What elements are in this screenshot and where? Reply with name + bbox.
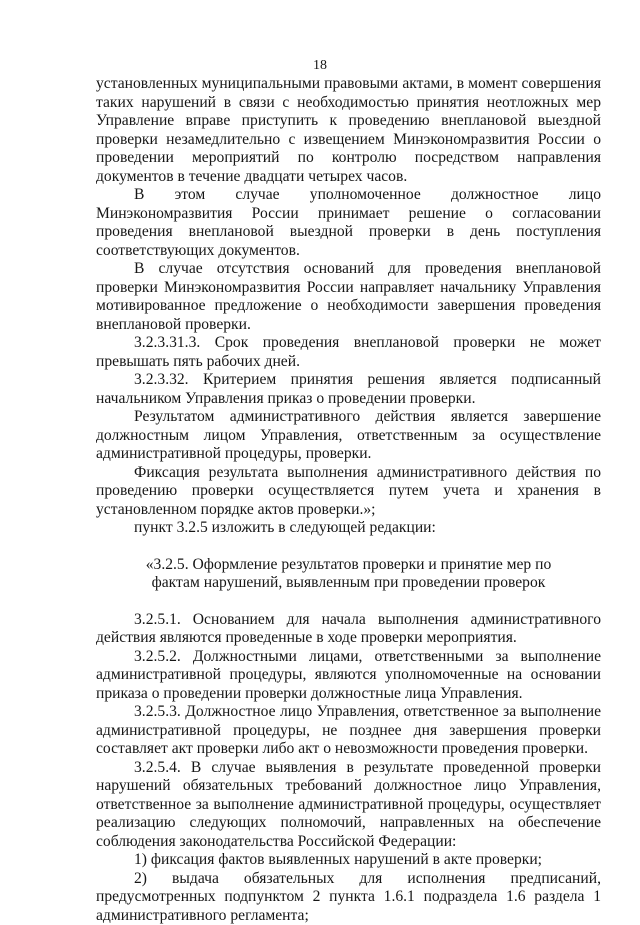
paragraph: 3.2.3.32. Критерием принятия решения является подписанный начальником Управления приказ о проведении проверки. [96, 371, 601, 408]
paragraph: Результатом административного действия является завершение должностным лицом Управления, ответственным за осуществление административной процедуры, проверки. [96, 408, 601, 464]
paragraph: В случае отсутствия оснований для проведения внеплановой проверки Минэкономразвития России направляет начальнику Управления мотивированное предложение о необходимости завершения проведения внеплановой проверки. [96, 260, 601, 334]
paragraph: пункт 3.2.5 изложить в следующей редакции: [96, 519, 601, 538]
paragraph: 3.2.5.2. Должностными лицами, ответственными за выполнение административной процедуры, являются уполномоченные на основании приказа о проведении проверки должностные лица Управления. [96, 648, 601, 704]
paragraph: В этом случае уполномоченное должностное лицо Минэкономразвития России принимает решение о согласовании проведения внеплановой выездной проверки в день поступления соответствующих документов. [96, 186, 601, 260]
document-body [96, 75, 601, 925]
paragraph: 3.2.5.1. Основанием для начала выполнения административного действия являются проведенные в ходе проверки мероприятия. [96, 611, 601, 648]
paragraph: 3.2.5.3. Должностное лицо Управления, ответственное за выполнение административной процедуры, не позднее дня завершения проверки составляет акт проверки либо акт о невозможности проведения проверки. [96, 703, 601, 759]
paragraph: Фиксация результата выполнения административного действия по проведению проверки осуществляется путем учета и хранения в установленном порядке актов проверки.»; [96, 464, 601, 520]
paragraph-continuation: установленных муниципальными правовыми актами, в момент совершения таких нарушений в связи с необходимостью принятия неотложных мер Управление вправе приступить к проведению внеплановой выездной проверки незамедлительно с извещением Минэкономразвития России о проведении мероприятий по контролю посредством направления документов в течение двадцати четырех часов. [96, 75, 601, 186]
paragraph: 3.2.5.4. В случае выявления в результате проведенной проверки нарушений обязательных требований должностное лицо Управления, ответственное за выполнение административной процедуры, осуществляет реализацию следующих полномочий, направленных на обеспечение соблюдения законодательства Российской Федерации: [96, 759, 601, 852]
paragraph: 3.2.3.31.3. Срок проведения внеплановой проверки не может превышать пять рабочих дней. [96, 334, 601, 371]
list-item: 1) фиксация фактов выявленных нарушений в акте проверки; [96, 851, 601, 870]
page-number: 18 [0, 58, 640, 74]
list-item: 2) выдача обязательных для исполнения предписаний, предусмотренных подпунктом 2 пункта 1.6.1 подраздела 1.6 раздела 1 административного регламента; [96, 870, 601, 925]
section-heading: «3.2.5. Оформление результатов проверки и принятие мер по фактам нарушений, выявленным при проведении проверок [96, 556, 601, 593]
